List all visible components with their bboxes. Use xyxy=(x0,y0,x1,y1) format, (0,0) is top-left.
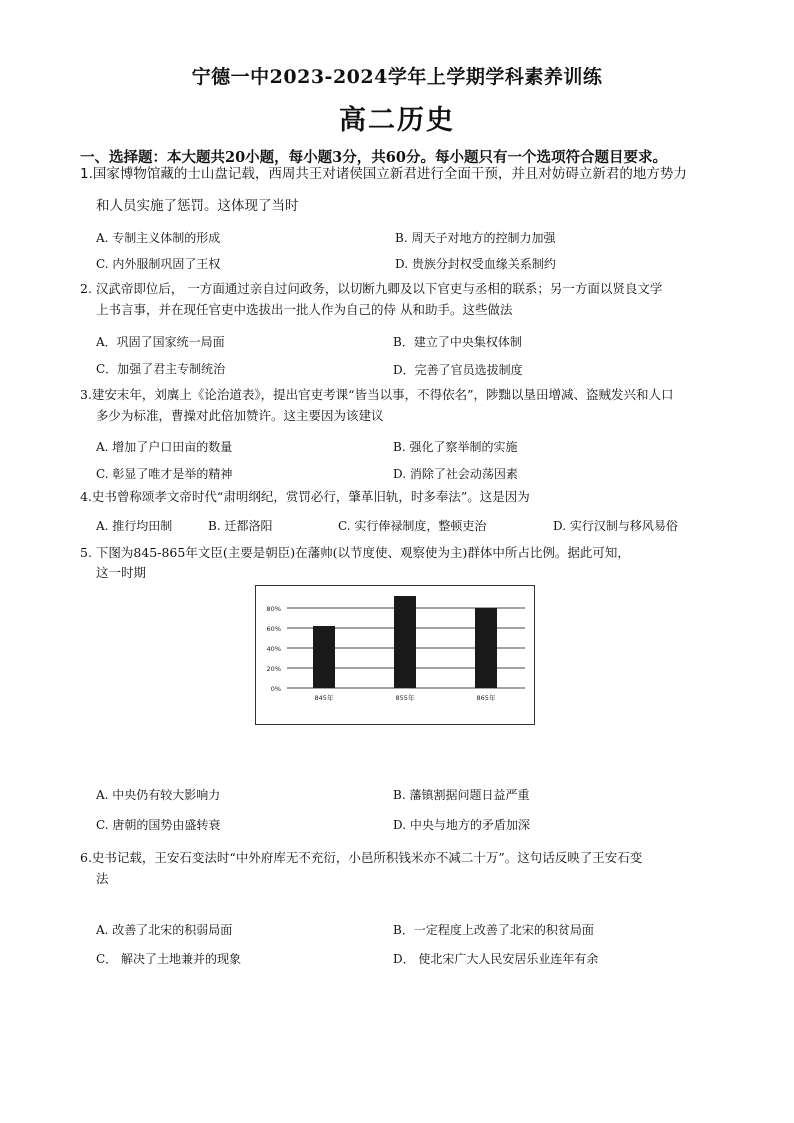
question-5-option-b: B. 藩镇割据问题日益严重 xyxy=(393,788,530,802)
question-1-stem-line2: 和人员实施了惩罚。这体现了当时 xyxy=(96,198,299,214)
question-5-option-a: A. 中央仍有较大影响力 xyxy=(96,788,221,802)
question-4-option-b: B. 迁都洛阳 xyxy=(208,519,273,533)
y-tick-label: 20% xyxy=(266,665,281,673)
question-5-stem-line2: 这一时期 xyxy=(96,565,147,580)
question-3-option-b: B. 强化了察举制的实施 xyxy=(393,440,518,454)
question-4-option-d: D. 实行汉制与移风易俗 xyxy=(553,519,678,533)
x-tick-label: 865年 xyxy=(476,694,496,702)
y-tick-label: 40% xyxy=(266,645,281,653)
question-6-option-b: B．一定程度上改善了北宋的积贫局面 xyxy=(393,923,594,937)
question-1-option-b: B. 周天子对地方的控制力加强 xyxy=(395,231,556,245)
question-6-stem-line2: 法 xyxy=(96,871,109,886)
bar-2 xyxy=(394,596,416,688)
question-2-stem-line2: 上书言事，并在现任官吏中选拔出一批人作为自己的侍 从和助手。这些做法 xyxy=(96,302,513,317)
x-tick-label: 845年 xyxy=(314,694,334,702)
question-4-option-a: A. 推行均田制 xyxy=(96,519,173,533)
question-2-option-d: D．完善了官员选拔制度 xyxy=(393,363,523,377)
y-tick-label: 60% xyxy=(266,625,281,633)
bar-chart xyxy=(255,585,535,725)
question-4-option-c: C. 实行俸禄制度，整顿吏治 xyxy=(338,519,487,533)
x-tick-label: 855年 xyxy=(395,694,415,702)
question-3-option-d: D. 消除了社会动荡因素 xyxy=(393,467,518,481)
bar-3 xyxy=(475,608,497,688)
question-1-option-a: A. 专制主义体制的形成 xyxy=(96,231,221,245)
exam-subject: 高二历史 xyxy=(339,105,455,136)
question-1-stem-line1: 1.国家博物馆藏的士山盘记载，西周共王对诸侯国立新君进行全面干预，并且对妨碍立新君的地方势力 xyxy=(80,166,687,182)
question-2-option-a: A．巩固了国家统一局面 xyxy=(96,335,225,349)
question-3-stem-line2: 多少为标准，曹操对此倍加赞许。这主要因为该建议 xyxy=(96,408,384,423)
question-2-option-c: C．加强了君主专制统治 xyxy=(96,362,226,376)
question-2-stem-line1: 2. 汉武帝即位后， 一方面通过亲自过问政务，以切断九卿及以下官吏与丞相的联系；另一方面以贤良文学 xyxy=(80,281,663,296)
question-3-stem-line1: 3.建安末年，刘廙上《论治道表》，提出官吏考课“皆当以事，不得依名”，陟黜以垦田增减、盗贼发兴和人口 xyxy=(80,387,674,402)
question-1-option-d: D. 贵族分封权受血缘关系制约 xyxy=(395,257,556,271)
bar-1 xyxy=(313,626,335,688)
section-heading: 一、选择题：本大题共20小题，每小题3分，共60分。每小题只有一个选项符合题目要求。 xyxy=(80,149,667,166)
question-6-option-d: D． 使北宋广大人民安居乐业连年有余 xyxy=(393,952,599,966)
question-5-option-d: D. 中央与地方的矛盾加深 xyxy=(393,818,530,832)
question-1-option-c: C. 内外服制巩固了王权 xyxy=(96,257,221,271)
question-6-option-c: C． 解决了土地兼并的现象 xyxy=(96,952,241,966)
question-3-option-c: C. 彰显了唯才是举的精神 xyxy=(96,467,233,481)
y-tick-label: 80% xyxy=(266,605,281,613)
question-5-stem-line1: 5. 下图为845-865年文臣(主要是朝臣)在藩帅(以节度使、观察使为主)群体中所占比例。据此可知， xyxy=(80,545,630,560)
question-2-option-b: B．建立了中央集权体制 xyxy=(393,335,522,349)
question-5-option-c: C. 唐朝的国势由盛转衰 xyxy=(96,818,221,832)
question-6-stem-line1: 6.史书记载，王安石变法时“中外府库无不充衍，小邑所积钱米亦不减二十万”。这句话反映了王安石变 xyxy=(80,850,643,865)
question-4-stem-line1: 4.史书曾称颂孝文帝时代“肃明纲纪，赏罚必行，肇革旧轨，时多奉法”。这是因为 xyxy=(80,489,530,504)
question-6-option-a: A. 改善了北宋的积弱局面 xyxy=(96,923,233,937)
y-tick-label: 0% xyxy=(270,685,281,693)
exam-title: 宁德一中2023-2024学年上学期学科素养训练 xyxy=(191,66,603,88)
question-3-option-a: A. 增加了户口田亩的数量 xyxy=(96,440,233,454)
